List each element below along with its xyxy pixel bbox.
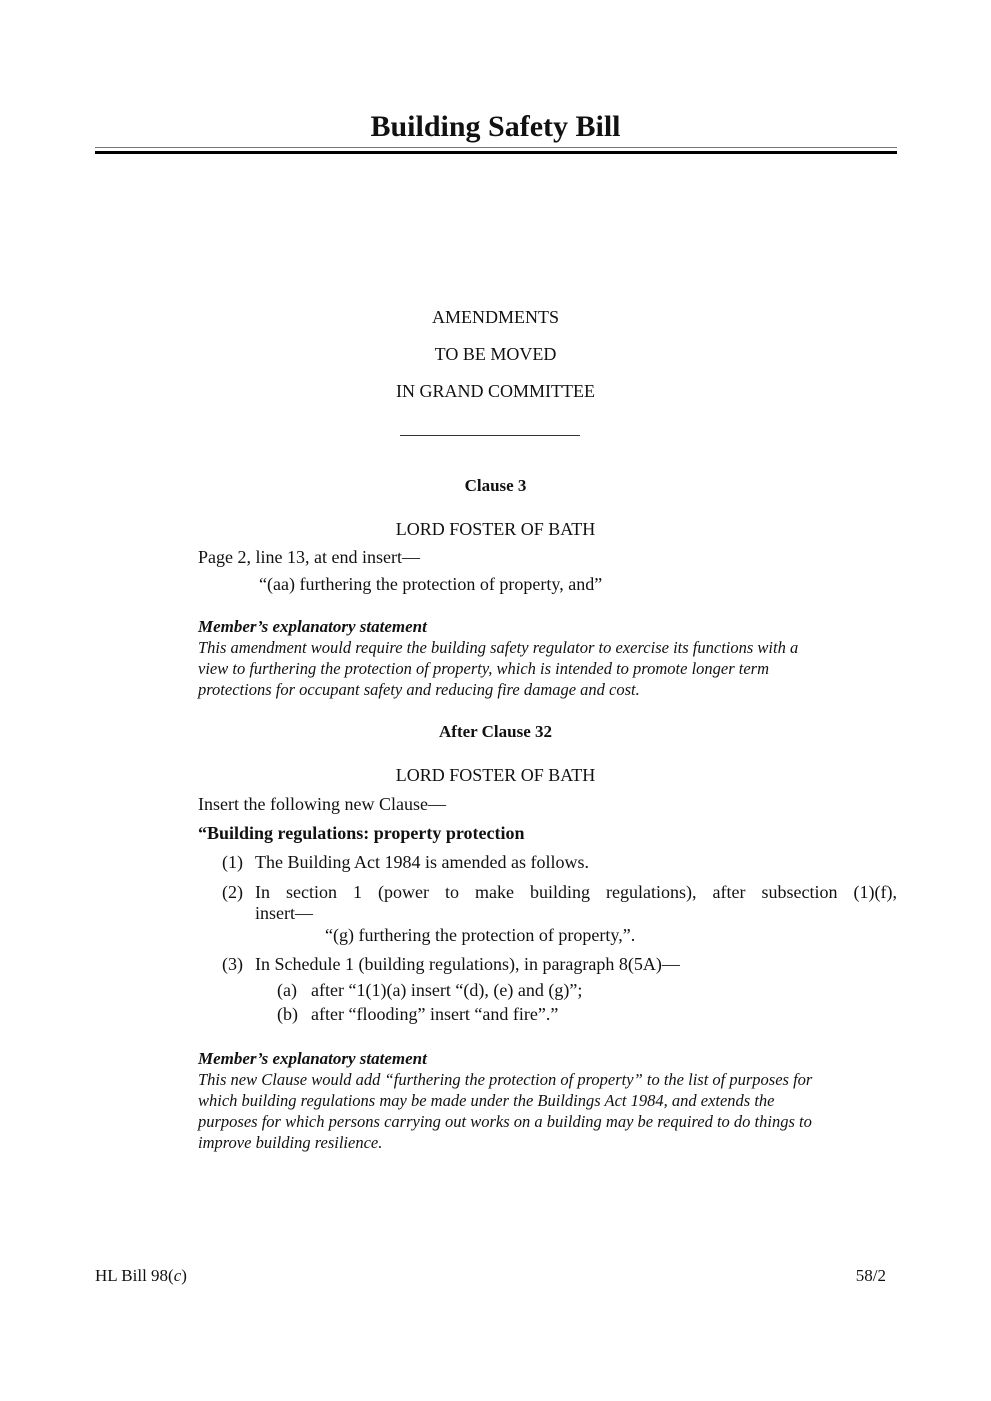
subsection-text: insert— [255,903,313,923]
member-name: LORD FOSTER OF BATH [395,519,596,539]
title-rule-thick [95,151,897,154]
bill-ref-text: HL Bill 98( [95,1266,174,1285]
cover-line: AMENDMENTS [431,307,559,327]
subsection-text: In section 1 (power to make building regulations), after subsection (1)(f), [255,882,897,902]
inserted-text: “(aa) furthering the protection of property, and” [259,574,603,594]
subsection-text: The Building Act 1984 is amended as follows. [255,852,589,872]
statement-line: improve building resilience. [198,1133,383,1152]
amendment-instruction: Page 2, line 13, at end insert— [198,547,420,567]
paragraph-number: (a) [277,980,297,1000]
cover-line: TO BE MOVED [434,344,557,364]
bill-reference [95,1265,187,1287]
title-rule-thin [95,147,897,148]
subsection-number: (3) [222,954,243,974]
member-name: LORD FOSTER OF BATH [395,765,596,785]
page-reference: 58/2 [855,1266,886,1285]
inserted-text: “(g) furthering the protection of property,”. [325,925,636,945]
subsection-text: In Schedule 1 (building regulations), in paragraph 8(5A)— [255,954,680,974]
subsection-number: (1) [222,852,243,872]
statement-line: which building regulations may be made under the Buildings Act 1984, and extends the [198,1091,775,1110]
clause-heading: After Clause 32 [439,722,552,741]
clause-heading: Clause 3 [464,476,527,495]
bill-ref-suffix: c [173,1266,182,1285]
paragraph-text: after “flooding” insert “and fire”.” [311,1004,559,1024]
statement-line: protections for occupant safety and reducing fire damage and cost. [198,680,640,699]
statement-heading: Member’s explanatory statement [198,617,427,636]
statement-line: purposes for which persons carrying out works on a building may be required to do things to [198,1112,812,1131]
paragraph-number: (b) [277,1004,298,1024]
new-clause-title: “Building regulations: property protection [198,823,525,843]
statement-line: This new Clause would add “furthering the protection of property” to the list of purposes for [198,1070,813,1089]
section-divider [400,435,580,436]
document-title: Building Safety Bill [370,110,621,143]
subsection-number: (2) [222,882,243,902]
statement-line: view to furthering the protection of property, which is intended to promote longer term [198,659,770,678]
paragraph-text: after “1(1)(a) insert “(d), (e) and (g)”; [311,980,583,1000]
statement-heading: Member’s explanatory statement [198,1049,427,1068]
amendment-instruction: Insert the following new Clause— [198,794,446,814]
statement-line: This amendment would require the building safety regulator to exercise its functions with a [198,638,799,657]
bill-ref-close: ) [181,1266,187,1285]
cover-line: IN GRAND COMMITTEE [396,381,595,401]
